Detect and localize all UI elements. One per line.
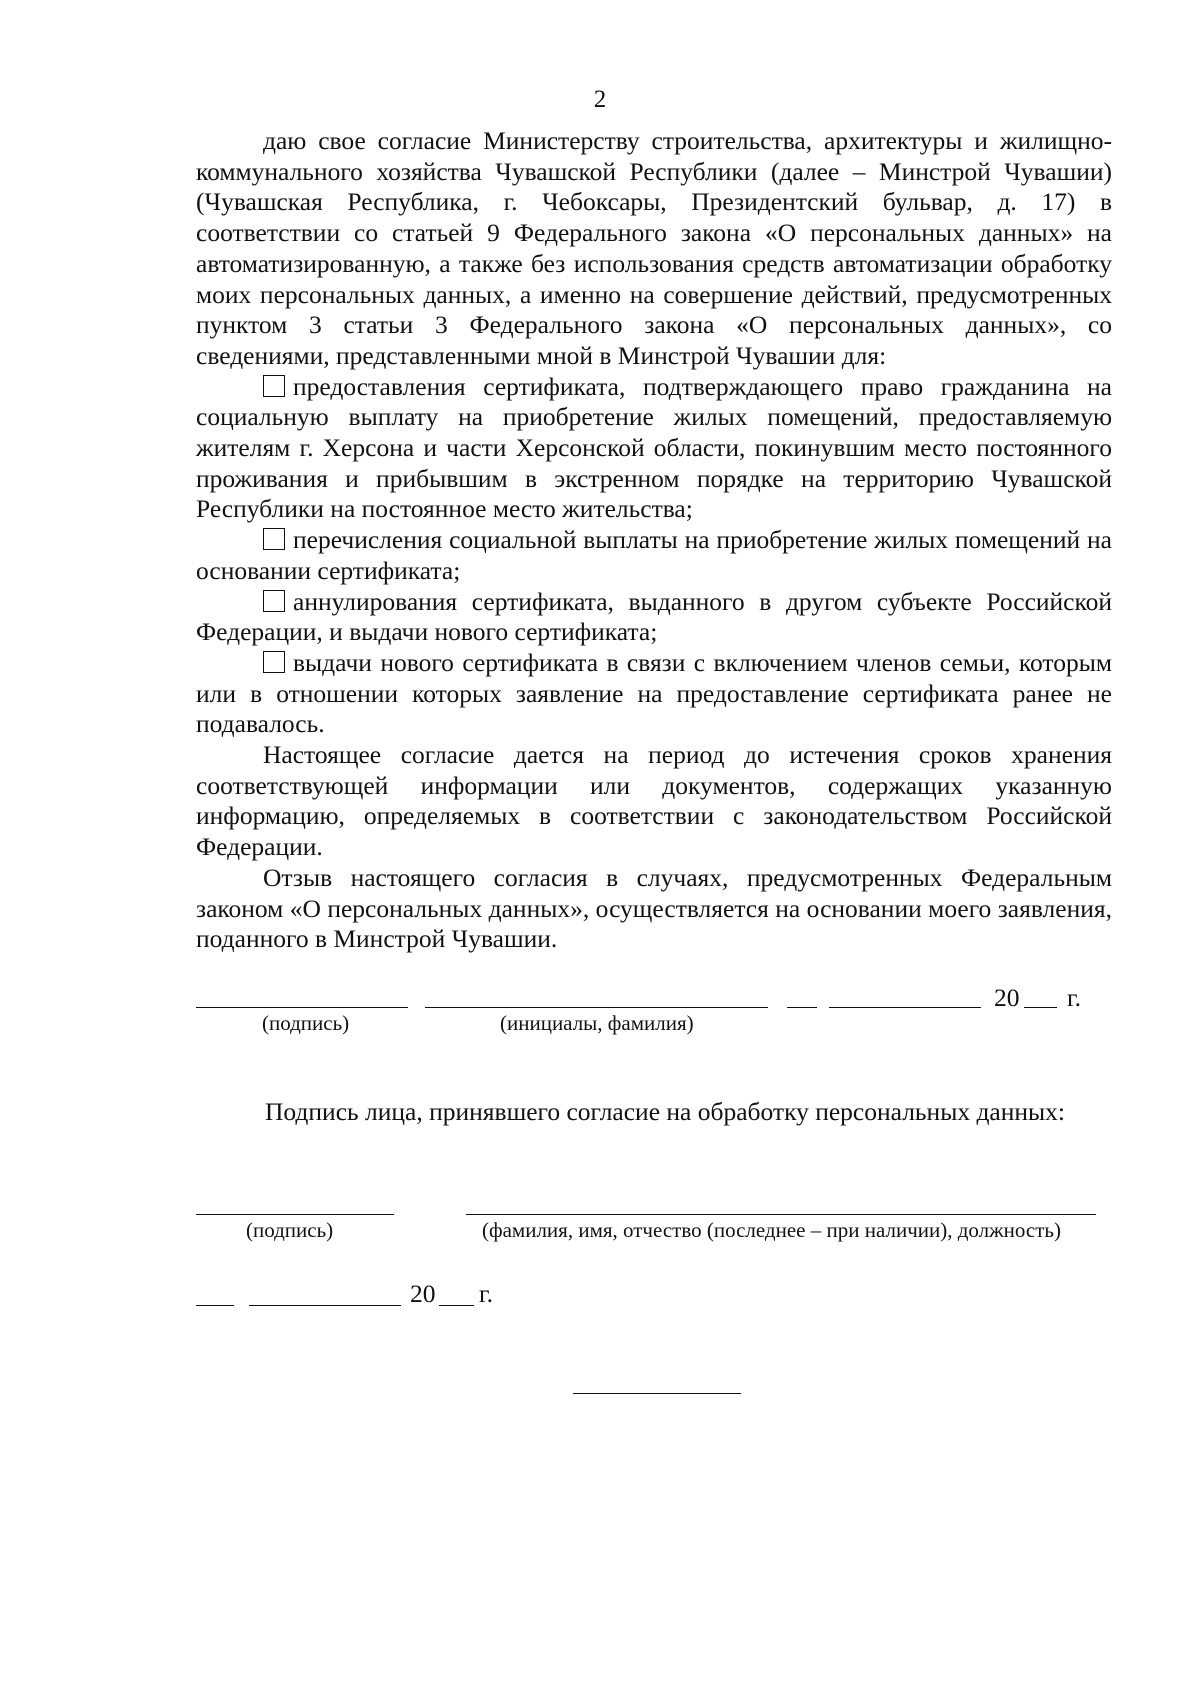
checkbox-certificate-issue[interactable] <box>263 375 285 397</box>
acceptor-year-line[interactable] <box>439 1305 474 1306</box>
acceptor-year-prefix: 20 <box>410 1279 436 1308</box>
applicant-year-prefix: 20 <box>994 983 1020 1012</box>
page-number: 2 <box>593 86 607 113</box>
checkbox-new-certificate-family[interactable] <box>263 651 285 673</box>
applicant-date-month-line[interactable] <box>829 1007 981 1008</box>
acceptor-name-line[interactable] <box>466 1214 1096 1215</box>
acceptor-heading: Подпись лица, принявшего согласие на обработку персональных данных: <box>265 1097 1066 1126</box>
applicant-name-line[interactable] <box>425 1007 768 1008</box>
applicant-signature-caption: (подпись) <box>262 1011 350 1035</box>
option-label: предоставления сертификата, подтверждающего право гражданина на социальную выплату на приобретение жилых помещений, предоставляемую жителям г. Херсона и части Херсонской области, покинувшим место постоянного проживания и прибывшим в экстренном порядке на территорию Чувашской Республики на постоянное место жительства; <box>196 371 1112 524</box>
acceptor-signature-caption: (подпись) <box>246 1218 334 1242</box>
checkbox-certificate-cancellation[interactable] <box>263 590 285 612</box>
applicant-year-line[interactable] <box>1024 1007 1057 1008</box>
end-separator-line <box>573 1393 741 1394</box>
revocation-paragraph: Отзыв настоящего согласия в случаях, предусмотренных Федеральным законом «О персональных данных», осуществляется на основании моего заявления, поданного в Минстрой Чувашии. <box>196 862 1112 954</box>
applicant-date-day-line[interactable] <box>787 1007 817 1008</box>
acceptor-date-month-line[interactable] <box>249 1305 401 1306</box>
acceptor-year-suffix: г. <box>479 1279 493 1308</box>
option-item <box>196 648 1112 740</box>
intro-paragraph: даю свое согласие Министерству строительства, архитектуры и жилищно-коммунального хозяйства Чувашской Республики (далее – Минстрой Чувашии) (Чувашская Республика, г. Чебоксары, Президентский бульвар, д. 17) в соответствии со статьей 9 Федерального закона «О персональных данных» на автоматизированную, а также без использования средств автоматизации обработку моих персональных данных, а именно на совершение действий, предусмотренных пунктом 3 статьи 3 Федерального закона «О персональных данных», со сведениями, представленными мной в Минстрой Чувашии для: <box>196 126 1112 370</box>
period-paragraph: Настоящее согласие дается на период до истечения сроков хранения соответствующей информации или документов, содержащих указанную информацию, определяемых в соответствии с законодательством Российской Федерации. <box>196 740 1112 862</box>
option-item <box>196 372 1112 526</box>
acceptor-signature-line[interactable] <box>196 1214 394 1215</box>
option-item <box>196 525 1112 586</box>
consent-body <box>196 126 1112 955</box>
applicant-signature-line[interactable] <box>196 1007 408 1008</box>
acceptor-name-caption: (фамилия, имя, отчество (последнее – при наличии), должность) <box>482 1218 1061 1242</box>
applicant-year-suffix: г. <box>1067 983 1081 1012</box>
applicant-name-caption: (инициалы, фамилия) <box>500 1011 694 1035</box>
option-label: перечисления социальной выплаты на приобретение жилых помещений на основании сертификата; <box>196 525 1112 585</box>
option-item <box>196 587 1112 648</box>
option-label: выдачи нового сертификата в связи с включением членов семьи, которым или в отношении которых заявление на предоставление сертификата ранее не подавалось. <box>196 647 1112 739</box>
checkbox-payment-transfer[interactable] <box>263 528 285 550</box>
acceptor-date-day-line[interactable] <box>196 1305 234 1306</box>
option-label: аннулирования сертификата, выданного в другом субъекте Российской Федерации, и выдачи нового сертификата; <box>196 586 1112 647</box>
